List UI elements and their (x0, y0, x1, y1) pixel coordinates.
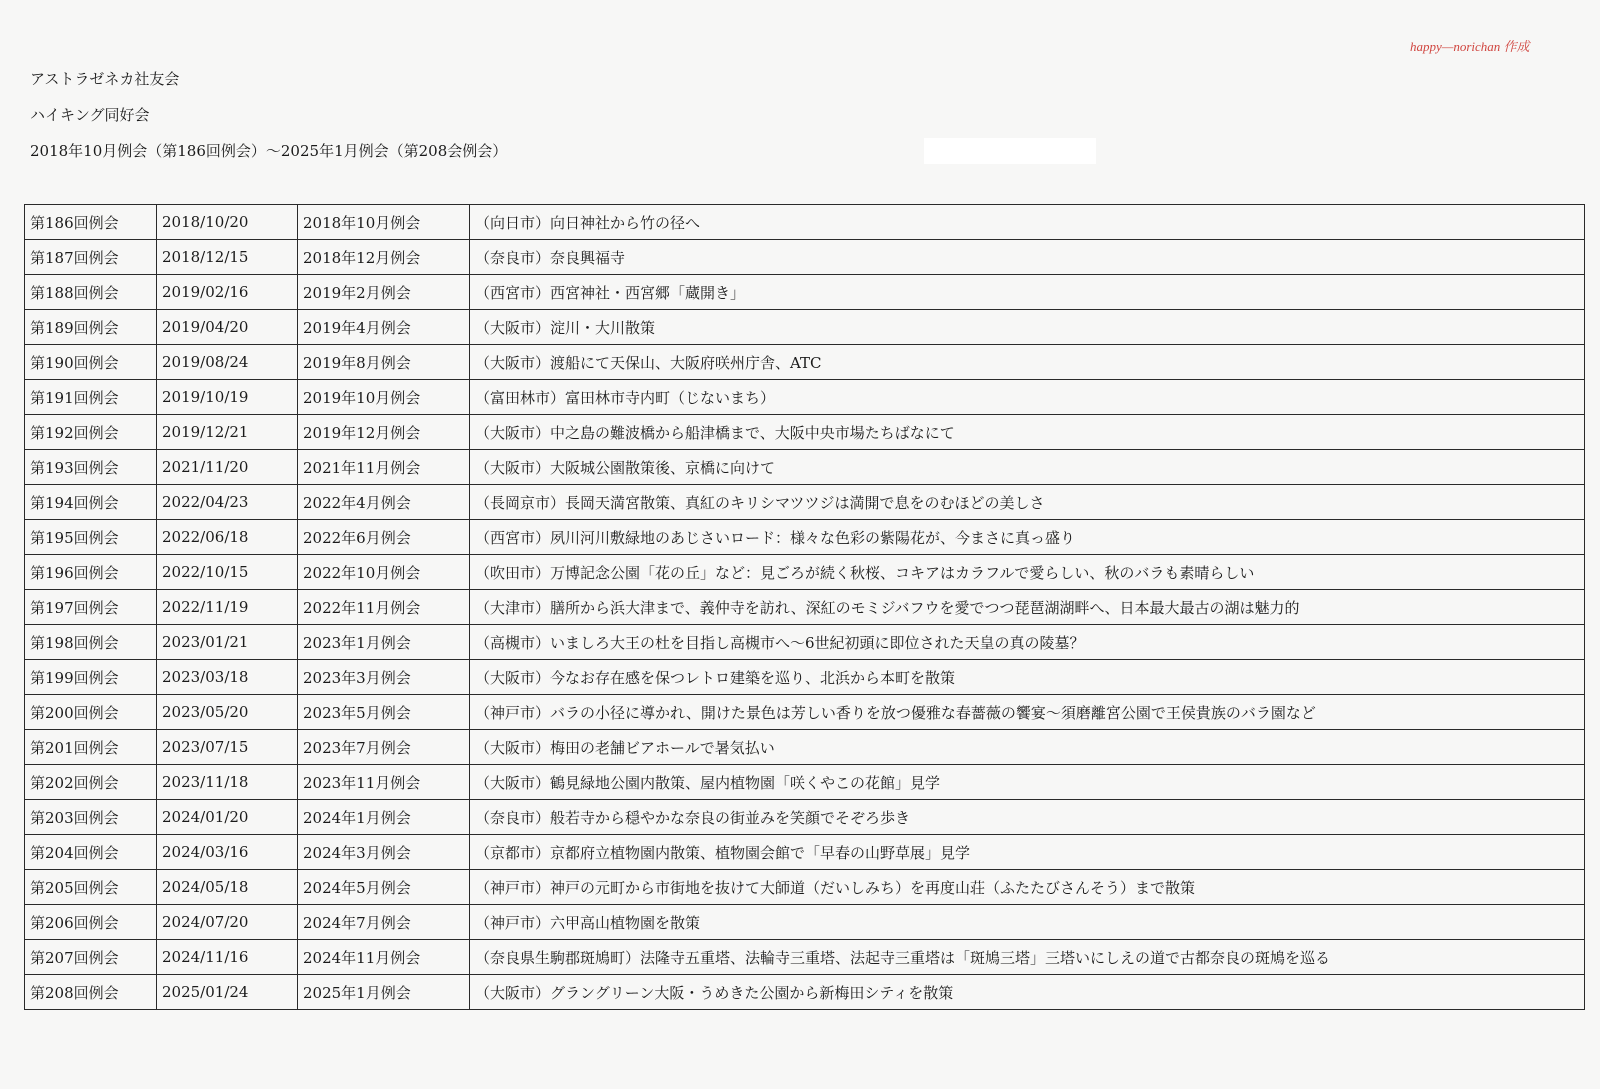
table-row (25, 835, 1585, 870)
meeting-month-cell: 2024年7月例会 (298, 905, 470, 940)
meeting-number-cell: 第190回例会 (25, 345, 157, 380)
meeting-description-cell: （奈良県生駒郡斑鳩町）法隆寺五重塔、法輪寺三重塔、法起寺三重塔は「斑鳩三塔」三塔いにしえの道で古都奈良の斑鳩を巡る (470, 940, 1585, 975)
table-row (25, 975, 1585, 1010)
meeting-date-cell: 2018/12/15 (157, 240, 298, 275)
meeting-description-cell: （富田林市）富田林市寺内町（じないまち） (470, 380, 1585, 415)
meeting-number-cell: 第199回例会 (25, 660, 157, 695)
table-row (25, 380, 1585, 415)
meeting-description-cell: （大阪市）中之島の難波橋から船津橋まで、大阪中央市場たちばなにて (470, 415, 1585, 450)
meeting-date-cell: 2024/03/16 (157, 835, 298, 870)
table-row (25, 940, 1585, 975)
meeting-number-cell: 第186回例会 (25, 205, 157, 240)
table-row (25, 800, 1585, 835)
meeting-date-cell: 2023/11/18 (157, 765, 298, 800)
meeting-description-cell: （西宮市）夙川河川敷緑地のあじさいロード：様々な色彩の紫陽花が、今まさに真っ盛り (470, 520, 1585, 555)
meeting-number-cell: 第193回例会 (25, 450, 157, 485)
meeting-number-cell: 第195回例会 (25, 520, 157, 555)
meeting-date-cell: 2024/11/16 (157, 940, 298, 975)
table-row (25, 345, 1585, 380)
meeting-description-cell: （大津市）膳所から浜大津まで、義仲寺を訪れ、深紅のモミジバフウを愛でつつ琵琶湖湖畔へ、日本最大最古の湖は魅力的 (470, 590, 1585, 625)
meeting-date-cell: 2022/06/18 (157, 520, 298, 555)
meeting-date-cell: 2019/10/19 (157, 380, 298, 415)
meeting-month-cell: 2018年12月例会 (298, 240, 470, 275)
meeting-description-cell: （西宮市）西宮神社・西宮郷「蔵開き」 (470, 275, 1585, 310)
table-row (25, 450, 1585, 485)
table-row (25, 310, 1585, 345)
meeting-date-cell: 2019/02/16 (157, 275, 298, 310)
meeting-number-cell: 第191回例会 (25, 380, 157, 415)
meeting-description-cell: （大阪市）鶴見緑地公園内散策、屋内植物園「咲くやこの花館」見学 (470, 765, 1585, 800)
meeting-description-cell: （長岡京市）長岡天満宮散策、真紅のキリシマツツジは満開で息をのむほどの美しさ (470, 485, 1585, 520)
meeting-month-cell: 2019年4月例会 (298, 310, 470, 345)
meeting-date-cell: 2024/01/20 (157, 800, 298, 835)
meeting-description-cell: （奈良市）奈良興福寺 (470, 240, 1585, 275)
meeting-date-cell: 2022/10/15 (157, 555, 298, 590)
meeting-month-cell: 2022年10月例会 (298, 555, 470, 590)
document-title: 2018年10月例会（第186回例会）～2025年1月例会（第208会例会） (30, 142, 508, 160)
meeting-month-cell: 2023年5月例会 (298, 695, 470, 730)
meeting-number-cell: 第194回例会 (25, 485, 157, 520)
meeting-date-cell: 2019/12/21 (157, 415, 298, 450)
meeting-date-cell: 2018/10/20 (157, 205, 298, 240)
table-row (25, 625, 1585, 660)
schedule-body (25, 205, 1585, 1010)
meeting-number-cell: 第206回例会 (25, 905, 157, 940)
table-row (25, 695, 1585, 730)
meeting-description-cell: （大阪市）大阪城公園散策後、京橋に向けて (470, 450, 1585, 485)
meeting-date-cell: 2019/04/20 (157, 310, 298, 345)
table-row (25, 520, 1585, 555)
table-row (25, 555, 1585, 590)
meeting-description-cell: （神戸市）六甲高山植物園を散策 (470, 905, 1585, 940)
redaction-patch (924, 138, 1096, 164)
meeting-description-cell: （向日市）向日神社から竹の径へ (470, 205, 1585, 240)
table-row (25, 905, 1585, 940)
meeting-number-cell: 第203回例会 (25, 800, 157, 835)
meeting-month-cell: 2023年3月例会 (298, 660, 470, 695)
meeting-month-cell: 2021年11月例会 (298, 450, 470, 485)
meeting-description-cell: （吹田市）万博記念公園「花の丘」など：見ごろが続く秋桜、コキアはカラフルで愛らしい、秋のバラも素晴らしい (470, 555, 1585, 590)
club-name: ハイキング同好会 (30, 106, 150, 124)
meeting-number-cell: 第189回例会 (25, 310, 157, 345)
meeting-description-cell: （神戸市）バラの小径に導かれ、開けた景色は芳しい香りを放つ優雅な春薔薇の饗宴～須磨離宮公園で王侯貴族のバラ園など (470, 695, 1585, 730)
meeting-month-cell: 2024年5月例会 (298, 870, 470, 905)
author-credit: happy—norichan 作成 (1410, 39, 1530, 54)
meeting-description-cell: （大阪市）梅田の老舗ビアホールで暑気払い (470, 730, 1585, 765)
table-row (25, 765, 1585, 800)
table-row (25, 730, 1585, 765)
meeting-date-cell: 2022/04/23 (157, 485, 298, 520)
meeting-date-cell: 2022/11/19 (157, 590, 298, 625)
meeting-number-cell: 第202回例会 (25, 765, 157, 800)
meeting-number-cell: 第205回例会 (25, 870, 157, 905)
meeting-month-cell: 2018年10月例会 (298, 205, 470, 240)
meeting-number-cell: 第198回例会 (25, 625, 157, 660)
meeting-date-cell: 2025/01/24 (157, 975, 298, 1010)
meeting-date-cell: 2021/11/20 (157, 450, 298, 485)
table-row (25, 870, 1585, 905)
meeting-number-cell: 第200回例会 (25, 695, 157, 730)
table-row (25, 485, 1585, 520)
meeting-date-cell: 2024/05/18 (157, 870, 298, 905)
meeting-month-cell: 2019年2月例会 (298, 275, 470, 310)
meeting-number-cell: 第207回例会 (25, 940, 157, 975)
meeting-month-cell: 2022年4月例会 (298, 485, 470, 520)
meeting-month-cell: 2024年3月例会 (298, 835, 470, 870)
meeting-number-cell: 第188回例会 (25, 275, 157, 310)
meeting-date-cell: 2023/05/20 (157, 695, 298, 730)
meeting-description-cell: （大阪市）淀川・大川散策 (470, 310, 1585, 345)
meeting-date-cell: 2024/07/20 (157, 905, 298, 940)
meeting-month-cell: 2019年10月例会 (298, 380, 470, 415)
meeting-description-cell: （奈良市）般若寺から穏やかな奈良の街並みを笑顔でそぞろ歩き (470, 800, 1585, 835)
meeting-description-cell: （大阪市）今なお存在感を保つレトロ建築を巡り、北浜から本町を散策 (470, 660, 1585, 695)
meeting-date-cell: 2023/03/18 (157, 660, 298, 695)
meeting-month-cell: 2019年8月例会 (298, 345, 470, 380)
meeting-description-cell: （大阪市）グラングリーン大阪・うめきた公園から新梅田シティを散策 (470, 975, 1585, 1010)
table-row (25, 240, 1585, 275)
meeting-description-cell: （京都市）京都府立植物園内散策、植物園会館で「早春の山野草展」見学 (470, 835, 1585, 870)
table-row (25, 660, 1585, 695)
meeting-date-cell: 2019/08/24 (157, 345, 298, 380)
meeting-number-cell: 第187回例会 (25, 240, 157, 275)
meeting-month-cell: 2022年6月例会 (298, 520, 470, 555)
meeting-number-cell: 第192回例会 (25, 415, 157, 450)
organization-name: アストラゼネカ社友会 (30, 70, 180, 88)
meeting-number-cell: 第201回例会 (25, 730, 157, 765)
meeting-month-cell: 2024年11月例会 (298, 940, 470, 975)
table-row (25, 275, 1585, 310)
meeting-month-cell: 2025年1月例会 (298, 975, 470, 1010)
meeting-description-cell: （大阪市）渡船にて天保山、大阪府咲州庁舎、ATC (470, 345, 1585, 380)
meeting-month-cell: 2023年7月例会 (298, 730, 470, 765)
table-row (25, 590, 1585, 625)
meeting-number-cell: 第197回例会 (25, 590, 157, 625)
meeting-date-cell: 2023/01/21 (157, 625, 298, 660)
meeting-description-cell: （神戸市）神戸の元町から市街地を抜けて大師道（だいしみち）を再度山荘（ふたたびさんそう）まで散策 (470, 870, 1585, 905)
meeting-date-cell: 2023/07/15 (157, 730, 298, 765)
meeting-month-cell: 2023年11月例会 (298, 765, 470, 800)
meeting-number-cell: 第204回例会 (25, 835, 157, 870)
meeting-number-cell: 第196回例会 (25, 555, 157, 590)
meeting-schedule-table (24, 204, 1585, 1010)
meeting-month-cell: 2022年11月例会 (298, 590, 470, 625)
meeting-month-cell: 2023年1月例会 (298, 625, 470, 660)
table-row (25, 205, 1585, 240)
meeting-number-cell: 第208回例会 (25, 975, 157, 1010)
meeting-month-cell: 2019年12月例会 (298, 415, 470, 450)
meeting-month-cell: 2024年1月例会 (298, 800, 470, 835)
table-row (25, 415, 1585, 450)
meeting-description-cell: （高槻市）いましろ大王の杜を目指し高槻市へ～6世紀初頭に即位された天皇の真の陵墓？ (470, 625, 1585, 660)
